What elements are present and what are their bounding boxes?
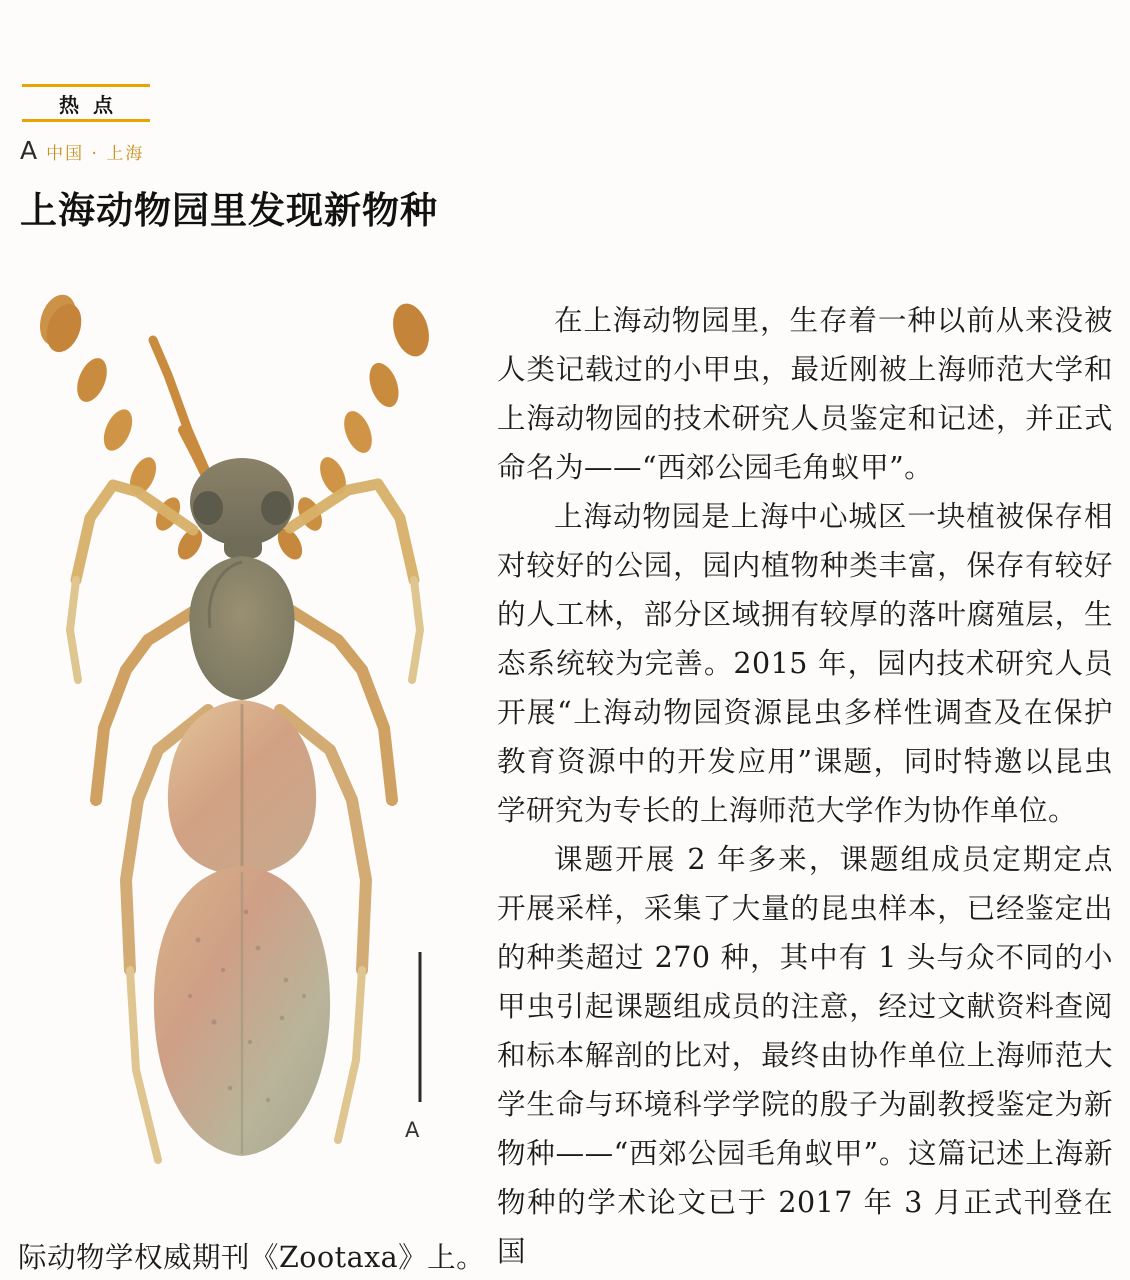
beetle-illustration [18,280,473,1180]
article-continuation: 际动物学权威期刊《Zootaxa》上。 [18,1241,486,1274]
page-title: 上海动物园里发现新物种 [20,189,438,232]
kicker-location: 中国 · 上海 [46,144,145,164]
article-body [497,296,1113,1276]
section-tag-label: 热点 [59,92,127,117]
paragraph-2: 上海动物园是上海中心城区一块植被保存相对较好的公园，园内植物种类丰富，保存有较好的人工林，部分区域拥有较厚的落叶腐殖层，生态系统较为完善。2015 年，园内技术研究人员开展“上海动物园资源昆虫多样性调查及在保护教育资源中的开发应用”课题，同时特邀以昆虫学研究为专长的上海师范大学作为协作单位。 [497,500,1113,827]
kicker-letter: A [20,136,38,165]
section-tag [22,84,150,122]
kicker [20,136,144,165]
scale-bar-label: A [405,1118,420,1142]
paragraph-3: 课题开展 2 年多来，课题组成员定期定点开展采样，采集了大量的昆虫样本，已经鉴定出的种类超过 270 种，其中有 1 头与众不同的小甲虫引起课题组成员的注意，经过文献资料查阅和标本解剖的比对，最终由协作单位上海师范大学生命与环境科学学院的殷子为副教授鉴定为新物种——“西郊公园毛角蚁甲”。这篇记述上海新物种的学术论文已于 2017 年 3 月正式刊登在国 [497,843,1113,1268]
paragraph-1: 在上海动物园里，生存着一种以前从来没被人类记载过的小甲虫，最近刚被上海师范大学和上海动物园的技术研究人员鉴定和记述，并正式命名为——“西郊公园毛角蚁甲”。 [497,304,1113,484]
